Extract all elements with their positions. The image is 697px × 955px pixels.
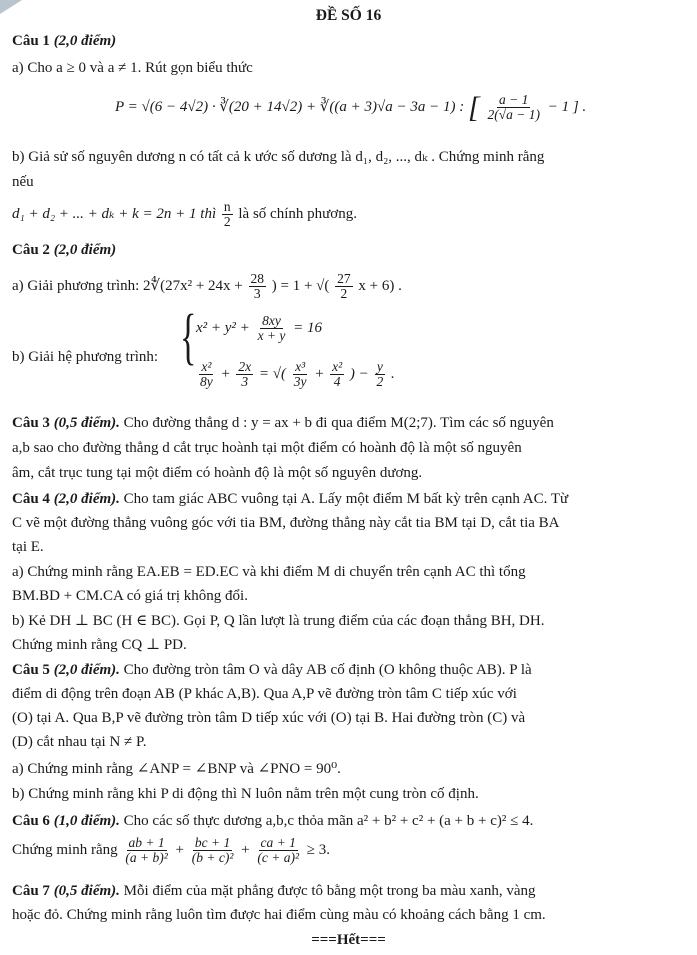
fraction-numerator: 27	[337, 271, 351, 286]
fraction-denominator: 3	[253, 286, 261, 302]
fraction-denominator: 4	[333, 374, 341, 390]
q2b-equation-1	[196, 314, 322, 343]
question-text: Mỗi điểm của mặt phẳng được tô bằng một trong ba màu xanh, vàng	[123, 883, 536, 899]
q2a-fraction-2	[335, 272, 353, 301]
question-text: Cho các số thực dương a,b,c thỏa mãn a² + b² + c² + (a + b + c)² ≤ 4.	[123, 813, 534, 829]
q5-line-5: a) Chứng minh rằng ∠ANP = ∠BNP và ∠PNO = 90⁰.	[12, 761, 341, 777]
equals-root: = √(	[258, 366, 286, 383]
q2a-equation	[12, 272, 402, 301]
question-text: Cho đường thẳng d : y = ax + b đi qua điểm M(2;7). Tìm các số nguyên	[123, 415, 554, 431]
plus-sign: +	[241, 842, 250, 859]
fraction-denominator: x + y	[257, 328, 286, 344]
fraction-numerator: x³	[295, 359, 306, 374]
end-marker: ===Hết===	[311, 932, 386, 948]
q4-line-7: Chứng minh rằng CQ ⊥ PD.	[12, 637, 187, 653]
q3-line-1	[12, 414, 554, 434]
plus-sign: +	[314, 366, 325, 383]
fraction-5	[375, 360, 386, 389]
q4-line-3: tại E.	[12, 539, 44, 555]
q6-prove-label: Chứng minh rằng	[12, 842, 118, 859]
q4-line-1	[12, 490, 568, 510]
bracket-open: [	[468, 91, 480, 124]
fraction-3	[292, 360, 309, 389]
q4-line-4: a) Chứng minh rằng EA.EB = ED.EC và khi điểm M di chuyển trên cạnh AC thì tổng	[12, 564, 526, 580]
question-label: Câu 2	[12, 242, 50, 258]
question-1-heading	[12, 32, 116, 52]
fraction-numerator: 28	[250, 271, 265, 286]
q3-line-3: âm, cắt trục tung tại một điểm có hoành độ là một số nguyên dương.	[12, 465, 423, 481]
period: .	[391, 366, 395, 383]
q6-fraction-2	[190, 836, 236, 865]
q1a-fraction	[485, 93, 542, 122]
q5-line-3: (O) tại A. Qua B,P vẽ đường tròn tâm D tiếp xúc với (O) tại B. Hai đường tròn (C) và	[12, 710, 526, 726]
minus-sign: ) −	[349, 366, 369, 383]
exam-title: ĐỀ SỐ 16	[315, 7, 382, 24]
fraction-denominator: 2(√a − 1)	[487, 107, 540, 122]
q6-line-2	[12, 836, 330, 865]
fraction-numerator: n	[223, 199, 231, 214]
q7-line-2: hoặc đỏ. Chứng minh rằng luôn tìm được hai điểm cùng màu có khoảng cách bằng 1 cm.	[12, 907, 546, 923]
question-points: (2,0 điểm)	[53, 33, 117, 49]
q2a-right: x + 6) .	[358, 278, 402, 295]
q1b-fraction	[222, 200, 233, 229]
q7-line-1	[12, 882, 535, 902]
fraction-4	[330, 360, 344, 389]
plus-sign: +	[175, 842, 184, 859]
system-brace: {	[180, 303, 197, 371]
q1a-formula	[115, 88, 586, 127]
q4-line-6: b) Kẻ DH ⊥ BC (H ∈ BC). Gọi P, Q lần lượt là trung điểm của các đoạn thẳng BH, DH.	[12, 613, 545, 629]
q6-line-1	[12, 812, 533, 832]
q4-line-5: BM.BD + CM.CA có giá trị không đổi.	[12, 588, 248, 604]
fraction-denominator: (a + b)²	[125, 850, 168, 866]
fraction-numerator: ca + 1	[260, 835, 296, 850]
q4-line-2: C vẽ một đường thẳng vuông góc với tia BM, đường thẳng này cắt tia BM tại D, cắt tia BA	[12, 515, 560, 531]
q1b-condition: d₁ + d₂ + ... + dₖ + k = 2n + 1 thì	[12, 206, 217, 223]
fraction-denominator: (b + c)²	[191, 850, 234, 866]
question-label: Câu 4	[12, 491, 50, 507]
q5-line-6: b) Chứng minh rằng khi P di động thì N luôn nằm trên một cung tròn cố định.	[12, 786, 479, 802]
question-label: Câu 6	[12, 813, 50, 829]
question-points: (1,0 điểm).	[53, 813, 120, 829]
equation-right: = 16	[293, 320, 323, 337]
equation-fraction	[256, 314, 288, 343]
q1a-formula-left: P = √(6 − 4√2) · ∛(20 + 14√2) + ∛((a + 3)√a − 3a − 1) :	[115, 98, 465, 115]
fraction-denominator: 2	[223, 214, 231, 230]
question-points: (2,0 điểm).	[53, 491, 120, 507]
q5-line-4: (D) cắt nhau tại N ≠ P.	[12, 734, 147, 750]
plus-sign: +	[220, 366, 231, 383]
fraction-denominator: 2	[376, 374, 384, 390]
question-label: Câu 5	[12, 662, 50, 678]
q2a-middle: ) = 1 + √(	[271, 278, 330, 295]
q1b-conclusion: là số chính phương.	[238, 206, 357, 223]
fraction-numerator: 2x	[238, 359, 252, 374]
question-points: (2,0 điểm)	[53, 242, 117, 258]
q2a-fraction-1	[249, 272, 267, 301]
fraction-numerator: ab + 1	[128, 835, 165, 850]
q3-line-2: a,b sao cho đường thẳng d cắt trục hoành tại một điểm có hoành độ là một số nguyên	[12, 440, 522, 456]
fraction-numerator: bc + 1	[194, 835, 231, 850]
q1b-text-2: nếu	[12, 174, 34, 190]
fraction-denominator: 2	[340, 286, 348, 302]
fraction-numerator: x²	[201, 359, 212, 374]
fraction-denominator: (c + a)²	[257, 850, 299, 866]
question-points: (0,5 điểm).	[53, 883, 120, 899]
question-label: Câu 1	[12, 33, 50, 49]
q1a-text: a) Cho a ≥ 0 và a ≠ 1. Rút gọn biểu thức	[12, 60, 253, 76]
fraction-numerator: y	[376, 359, 383, 374]
question-label: Câu 7	[12, 883, 50, 899]
q1b-text-1: b) Giả sử số nguyên dương n có tất cả k ước số dương là d₁, d₂, ..., dₖ . Chứng minh rằng	[12, 149, 545, 165]
fraction-denominator: 8y	[200, 374, 213, 390]
question-text: Cho tam giác ABC vuông tại A. Lấy một điểm M bất kỳ trên cạnh AC. Từ	[123, 491, 569, 507]
q6-fraction-1	[123, 836, 169, 865]
fraction-numerator: x²	[332, 359, 343, 374]
q6-inequality-end: ≥ 3.	[306, 842, 330, 859]
question-2-heading	[12, 241, 116, 261]
q2b-label: b) Giải hệ phương trình:	[12, 349, 159, 365]
equation-left: x² + y² +	[196, 320, 250, 337]
fraction-denominator: 3y	[293, 374, 307, 390]
q5-line-1	[12, 661, 532, 681]
question-points: (0,5 điểm).	[53, 415, 120, 431]
question-label: Câu 3	[12, 415, 50, 431]
fraction-1	[198, 360, 215, 389]
q1a-formula-tail: − 1 ] .	[547, 98, 587, 115]
question-text: Cho đường tròn tâm O và dây AB cố định (O không thuộc AB). P là	[123, 662, 532, 678]
q2a-left: a) Giải phương trình: 2∜(27x² + 24x +	[12, 278, 243, 295]
question-points: (2,0 điểm).	[53, 662, 120, 678]
fraction-denominator: 3	[241, 374, 249, 390]
fraction-2	[236, 360, 253, 389]
q2b-equation-2	[196, 360, 395, 389]
q6-fraction-3	[255, 836, 301, 865]
fraction-numerator: a − 1	[499, 91, 529, 107]
q1b-text-3	[12, 200, 357, 229]
fraction-numerator: 8xy	[262, 313, 281, 328]
q5-line-2: điểm di động trên đoạn AB (P khác A,B). Qua A,P vẽ đường tròn tâm C tiếp xúc với	[12, 686, 517, 702]
